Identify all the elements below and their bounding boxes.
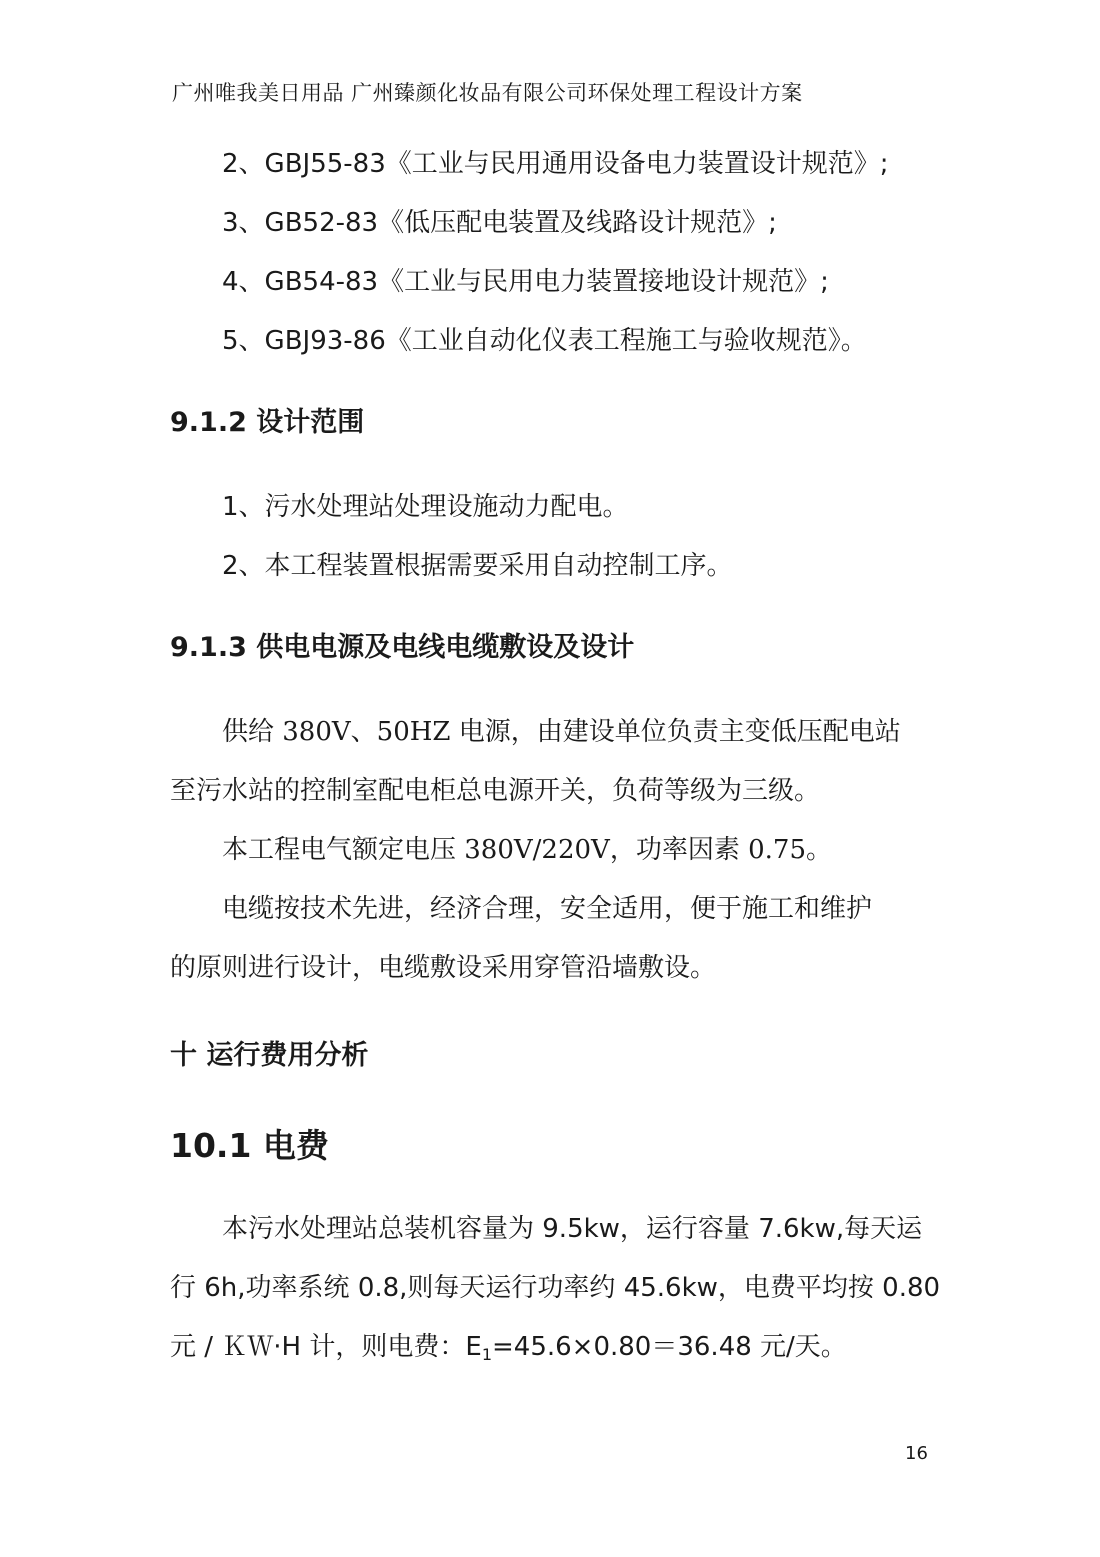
page-header: 广州唯我美日用品 广州臻颜化妆品有限公司环保处理工程设计方案 [172, 81, 803, 105]
electricity-cost-subscript: 1 [481, 1345, 492, 1364]
power-supply-line-2: 至污水站的控制室配电柜总电源开关，负荷等级为三级。 [170, 776, 821, 806]
header-rule [168, 114, 934, 115]
electricity-cost-prefix: 元 / ＫＷ·H 计，则电费：E [170, 1332, 482, 1362]
standard-item-5: 5、GBJ93-86《工业自动化仪表工程施工与验收规范》。 [222, 326, 867, 356]
electricity-cost-line-2: 行 6h,功率系统 0.8,则每天运行功率约 45.6kw，电费平均按 0.80 [170, 1273, 941, 1303]
section-heading-9-1-3: 9.1.3 供电电源及电线电缆敷设及设计 [170, 632, 635, 663]
page-number: 16 [905, 1443, 928, 1464]
scope-item-2: 2、本工程装置根据需要采用自动控制工序。 [222, 551, 733, 581]
cable-design-line-2: 的原则进行设计，电缆敷设采用穿管沿墙敷设。 [170, 953, 717, 983]
section-heading-9-1-2: 9.1.2 设计范围 [170, 407, 365, 438]
rated-voltage-line: 本工程电气额定电压 380V/220V，功率因素 0.75。 [222, 835, 832, 865]
electricity-cost-line-3 [170, 1329, 940, 1365]
electricity-cost-formula: =45.6×0.80＝36.48 元/天。 [492, 1332, 847, 1362]
scope-item-1: 1、污水处理站处理设施动力配电。 [222, 492, 629, 522]
section-heading-10-1: 10.1 电费 [170, 1126, 329, 1165]
standard-item-3: 3、GB52-83《低压配电装置及线路设计规范》; [222, 208, 777, 238]
power-supply-line-1: 供给 380V、50HZ 电源，由建设单位负责主变低压配电站 [222, 717, 901, 747]
electricity-cost-line-1: 本污水处理站总装机容量为 9.5kw，运行容量 7.6kw,每天运 [222, 1214, 923, 1244]
cable-design-line-1: 电缆按技术先进，经济合理，安全适用，便于施工和维护 [222, 894, 873, 924]
standard-item-2: 2、GBJ55-83《工业与民用通用设备电力装置设计规范》; [222, 149, 889, 179]
chapter-heading-10: 十 运行费用分析 [170, 1040, 369, 1071]
standard-item-4: 4、GB54-83《工业与民用电力装置接地设计规范》; [222, 267, 829, 297]
